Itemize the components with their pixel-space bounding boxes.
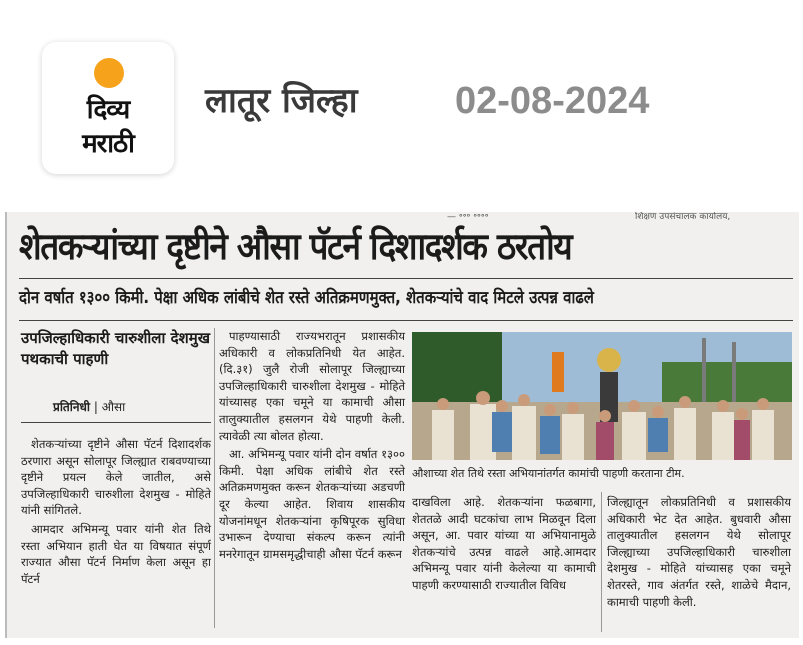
article-headline: शेतकऱ्यांच्या दृष्टीने औसा पॅटर्न दिशादर्शक ठरतोय: [19, 225, 572, 268]
col4-paragraph: जिल्ह्यातून लोकप्रतिनिधी व प्रशासकीय अधिकारी भेट देत आहेत. बुधवारी औसा तालुक्यातील हसलगन येथे सोलापूर जिल्ह्याच्या उपजिल्हाधिकारी चारुशीला देशमुख - मोहिते यांच्यासह एका चमूने शेतरस्ते, गाव अंतर्गत रस्ते, शाळेचे मैदान, कामाची पाहणी केली.: [607, 495, 791, 609]
byline-place: औसा: [101, 400, 126, 414]
col2-paragraph: पाहण्यासाठी राज्यभरातून प्रशासकीय अधिकारी व लोकप्रतिनिधी येत आहेत.(दि.३१) जुलै रोजी सोलापूर जिल्ह्याच्या उपजिल्हाधिकारी चारुशीला देशमुख - मोहिते यांच्यासह एका चमूने या कामाची औसा तालुक्यातील हसलगन येथे पाहणी केली. त्यावेळी त्या बोलत होत्या.: [219, 329, 405, 443]
photo-scene: [412, 332, 792, 460]
divya-marathi-logo: [42, 42, 174, 174]
publish-date: 02-08-2024: [455, 80, 650, 122]
district-title: लातूर जिल्हा: [205, 81, 358, 121]
col2-paragraph: आ. अभिमन्यू पवार यांनी दोन वर्षात १३०० किमी. पेक्षा अधिक लांबीचे शेत रस्ते अतिक्रमणमुक्त करून शेतकऱ्यांच्या अडचणी दूर केल्या आहेत. शिवाय शासकीय योजनांमधून शेतकऱ्यांना कृषिपूरक सुविधा उभारून देण्याचा संकल्प करून त्यांनी मनरेगातून ग्रामसमृद्धीचाही औसा पॅटर्न करून: [219, 447, 405, 561]
article-column-3: [412, 494, 596, 596]
col3-paragraph: दाखविला आहे. शेतकऱ्यांना फळबागा, शेततळे आदी घटकांचा लाभ मिळवून दिला असून, आ. पवार यांच्या या अभियानामुळे शेतकऱ्यांचे उत्पन्न वाढले आहे.आमदार अभिमन्यू पवार यांनी केलेल्या या कामाची पाहणी करण्यासाठी राज्यातील विविध: [412, 495, 596, 592]
logo-text-line2: मराठी: [82, 129, 134, 159]
subhead-rule: [19, 320, 793, 321]
headline-rule: [19, 278, 793, 279]
article-photo: [412, 332, 792, 460]
article-column-2: [219, 328, 405, 564]
article-subheadline: दोन वर्षात १३०० किमी. पेक्षा अधिक लांबीचे शेत रस्ते अतिक्रमणमुक्त, शेतकऱ्यांचे वाद मिटले उत्पन्न वाढले: [19, 288, 594, 308]
byline: प्रतिनिधी | औसा: [53, 400, 126, 414]
photo-caption: औशाच्या शेत तिथे रस्ता अभियानांतर्गत कामांची पाहणी करताना टीम.: [412, 467, 685, 480]
top-fragment-right: शिक्षण उपसंचालक कार्यालय,: [635, 212, 731, 222]
article-column-4: [607, 494, 791, 612]
logo-sun-icon: [94, 58, 124, 88]
top-fragment-left: — ॰॰॰ ॰॰॰॰: [447, 212, 489, 222]
logo-text-line1: दिव्य: [86, 95, 130, 125]
col1-paragraph: शेतकऱ्यांच्या दृष्टीने औसा पॅटर्न दिशादर्शक ठरणारा असून सोलापूर जिल्ह्यात राबवण्याच्या दृष्टीने प्रयत्न केले जातील, असे उपजिल्हाधिकारी चारुशीला देशमुख - मोहिते यांनी सांगितले.: [21, 437, 211, 518]
col1-paragraph: आमदार अभिमन्यू पवार यांनी शेत तिथे रस्ता अभियान हाती घेत या विषयात संपूर्ण राज्यात औसा पॅटर्न निर्माण केला असून हा पॅटर्न: [21, 521, 211, 586]
byline-rule: [21, 422, 211, 423]
column-divider: [601, 492, 602, 632]
column-divider: [214, 328, 215, 628]
side-heading: उपजिल्हाधिकारी चारुशीला देशमुख पथकाची पाहणी: [21, 329, 210, 368]
newspaper-clipping: [5, 212, 799, 638]
byline-label: प्रतिनिधी: [53, 400, 91, 414]
article-column-1: [21, 436, 211, 589]
